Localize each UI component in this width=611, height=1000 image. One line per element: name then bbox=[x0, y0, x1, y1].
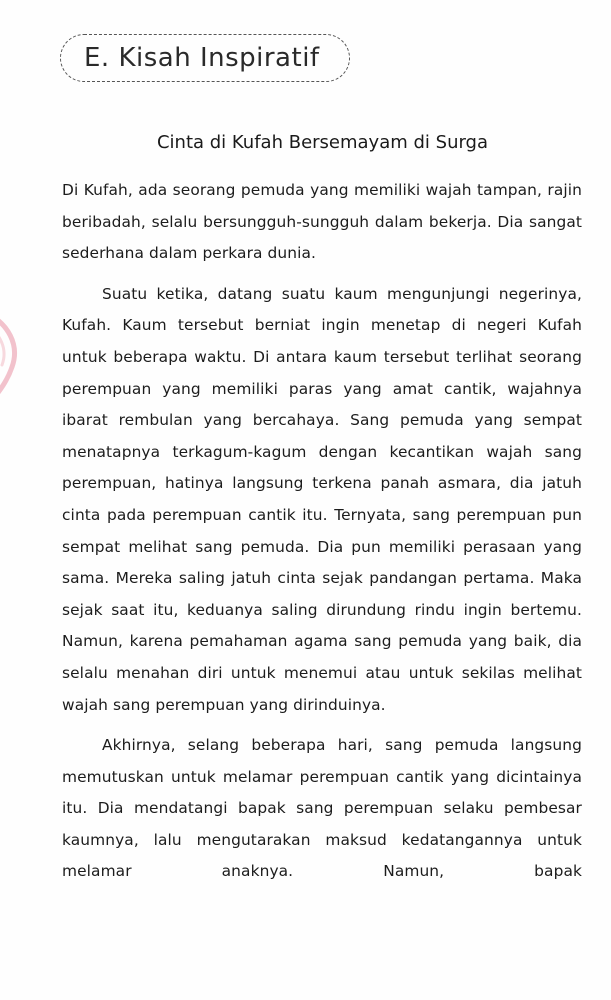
story-title: Cinta di Kufah Bersemayam di Surga bbox=[156, 132, 489, 153]
story-paragraph-1: Di Kufah, ada seorang pemuda yang memiliki wajah tampan, rajin beribadah, selalu bersungguh-sungguh dalam bekerja. Dia sangat sederhana dalam perkara dunia. bbox=[62, 181, 582, 263]
section-title: E. Kisah Inspiratif bbox=[84, 43, 320, 73]
story-paragraph-3: Akhirnya, selang beberapa hari, sang pemuda langsung memutuskan untuk melamar perempuan cantik yang dicintainya itu. Dia mendatangi bapak sang perempuan selaku pembesar kaumnya, lalu mengutarakan maksud kedatangannya untuk melamar anaknya. Namun, bapak bbox=[62, 736, 582, 881]
story-paragraph-2: Suatu ketika, datang suatu kaum mengunjungi negerinya, Kufah. Kaum tersebut berniat ingin menetap di negeri Kufah untuk beberapa waktu. Di antara kaum tersebut terlihat seorang perempuan yang memiliki paras yang amat cantik, wajahnya ibarat rembulan yang bercahaya. Sang pemuda yang sempat menatapnya terkagum-kagum dengan kecantikan wajah sang perempuan, hatinya langsung terkena panah asmara, dia jatuh cinta pada perempuan cantik itu. Ternyata, sang perempuan pun sempat melihat sang pemuda. Dia pun memiliki perasaan yang sama. Mereka saling jatuh cinta sejak pandangan pertama. Maka sejak saat itu, keduanya saling dirundung rindu ingin bertemu. Namun, karena pemahaman agama sang pemuda yang baik, dia selalu menahan diri untuk menemui atau untuk sekilas melihat wajah sang perempuan yang dirinduinya. bbox=[62, 284, 582, 714]
story-body bbox=[62, 175, 582, 888]
heart-decoration-icon bbox=[0, 305, 26, 415]
